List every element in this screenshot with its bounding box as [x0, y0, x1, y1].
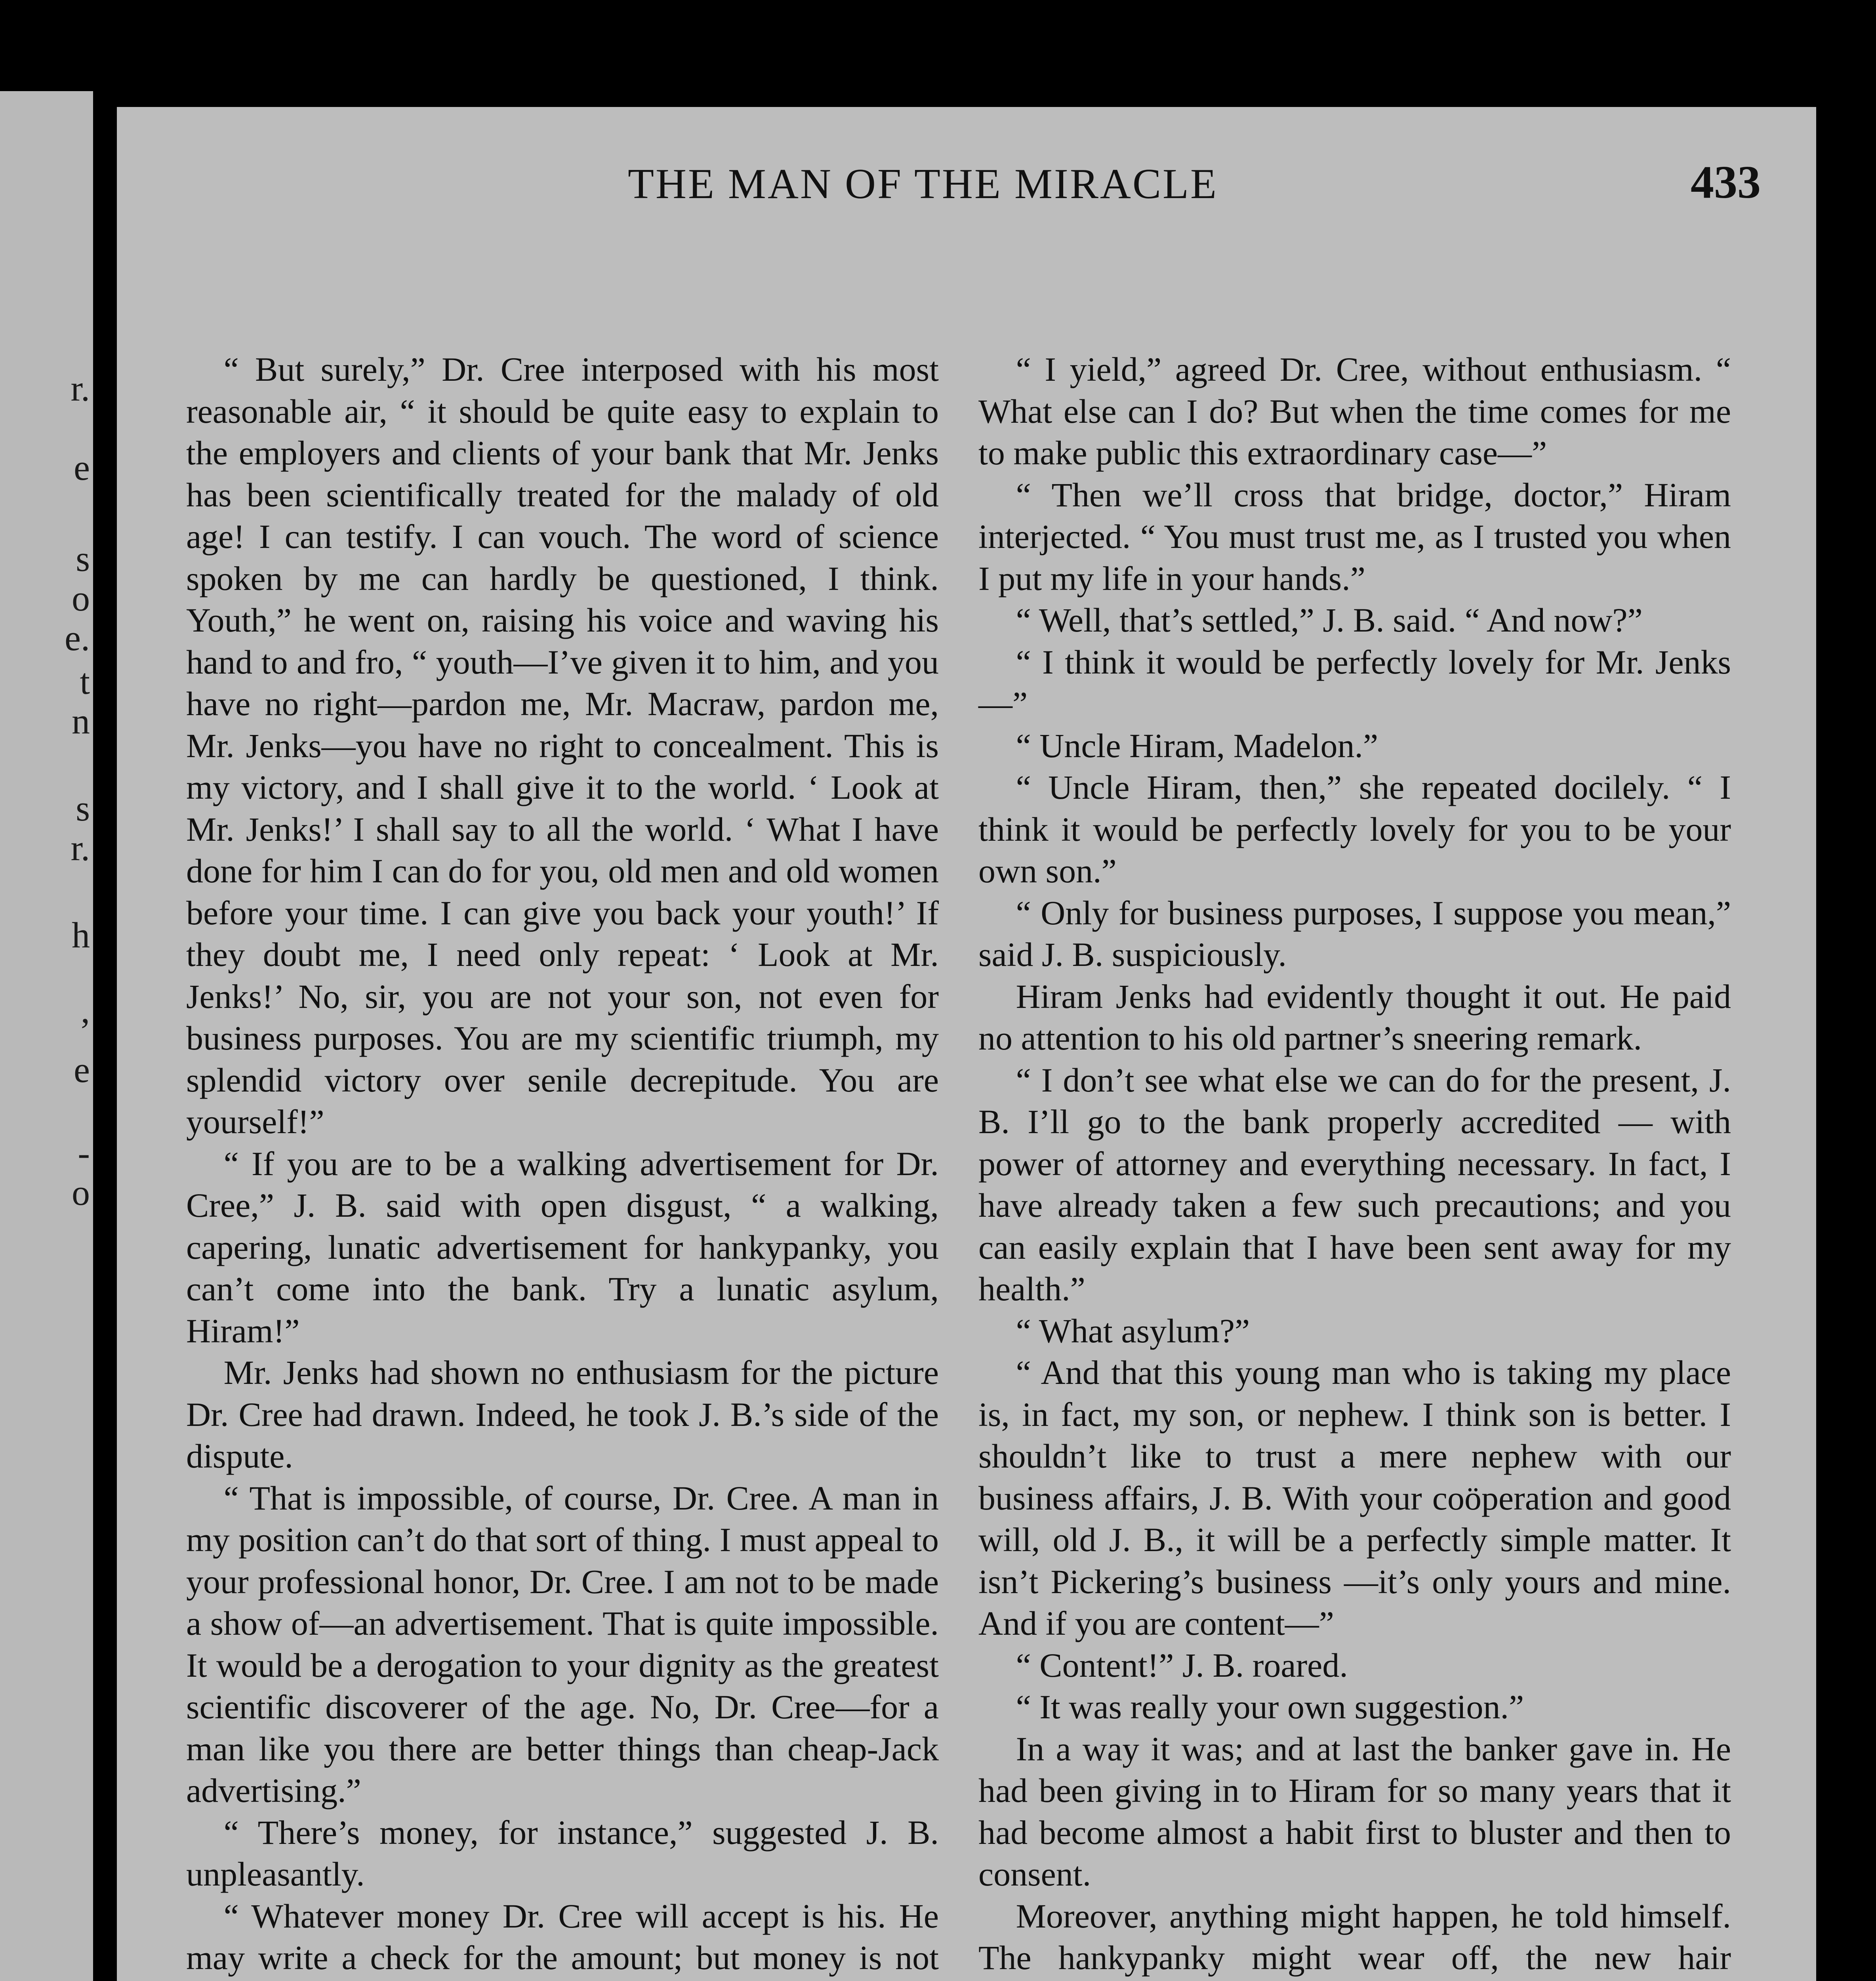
page-number: 433 [1691, 156, 1761, 208]
paragraph: “ Uncle Hiram, then,” she repeated docilely. “ I think it would be perfectly lovely for you to be your own son.” [978, 768, 1731, 890]
left-column [186, 349, 939, 1981]
paragraph: “ It was really your own suggestion.” [1016, 1688, 1524, 1726]
paragraph: “ But surely,” Dr. Cree interposed with his most reasonable air, “ it should be quite easy to explain to the employers and clients of your bank that Mr. Jenks has been scientifically treated for the malady of old age! I can testify. I can vouch. The word of science spoken by me can hardly be questioned, I think. Youth,” he went on, raising his voice and waving his hand to and fro, “ youth—I’ve given it to him, and you have no right—pardon me, Mr. Macraw, pardon me, Mr. Jenks—you have no right to concealment. This is my victory, and I shall give it to the world. ‘ Look at Mr. Jenks!’ I shall say to all the world. ‘ What I have done for him I can do for you, old men and old women before your time. I can give you back your youth!’ If they doubt me, I need only repeat: ‘ Look at Mr. Jenks!’ No, sir, you are not your son, not even for business purposes. You are my scientific triumph, my splendid victory over senile decrepitude. You are yourself!” [186, 350, 939, 1141]
facing-page-fragment: - [78, 1133, 90, 1173]
facing-page-fragment: r. [71, 828, 90, 868]
running-title: THE MAN OF THE MIRACLE [628, 160, 1218, 208]
facing-page-fragment: e [74, 1050, 90, 1090]
paragraph: “ I yield,” agreed Dr. Cree, without enthusiasm. “ What else can I do? But when the time comes for me to make public this extraordinary case—” [978, 350, 1731, 472]
paragraph: “ If you are to be a walking advertisement for Dr. Cree,” J. B. said with open disgust, “ a walking, capering, lunatic advertisement for hankypanky, you can’t come into the bank. Try a lunatic asylum, Hiram!” [186, 1144, 939, 1350]
paragraph: “ Uncle Hiram, Madelon.” [1016, 726, 1378, 765]
facing-page-fragment: o [72, 1172, 90, 1213]
right-column [978, 349, 1731, 1981]
paragraph: Moreover, anything might happen, he told himself. The hankypanky might wear off, the new hair [978, 1897, 1731, 1977]
paragraph: Mr. Jenks had shown no enthusiasm for the picture Dr. Cree had drawn. Indeed, he took J. B.’s side of the dispute. [186, 1353, 939, 1475]
paragraph: Hiram Jenks had evidently thought it out. He paid no attention to his old partner’s sneering remark. [978, 977, 1731, 1057]
facing-page-fragment: , [81, 990, 90, 1031]
facing-page-fragment: s [76, 538, 90, 579]
paragraph: “ I don’t see what else we can do for the present, J. B. I’ll go to the bank properly accredited — with power of attorney and everything necessary. In fact, I have already taken a few such precautions; and you can easily explain that I have been sent away for my health.” [978, 1061, 1731, 1308]
facing-page-fragment: s [76, 788, 90, 828]
facing-page-fragment: r. [71, 368, 90, 408]
facing-page-fragment: t [80, 661, 90, 702]
facing-page-edge [0, 91, 93, 1981]
facing-page-fragment: o [72, 578, 90, 618]
paragraph: “ I think it would be perfectly lovely for Mr. Jenks—” [978, 643, 1731, 723]
paragraph: “ What asylum?” [1016, 1311, 1250, 1350]
paragraph: “ That is impossible, of course, Dr. Cree. A man in my position can’t do that sort of thing. I must appeal to your professional honor, Dr. Cree. I am not to be made a show of—an advertisement. That is quite impossible. It would be a derogation to your dignity as the greatest scientific discoverer of the age. No, Dr. Cree—for a man like you there are better things than cheap-Jack advertising.” [186, 1479, 939, 1809]
paragraph: In a way it was; and at last the banker gave in. He had been giving in to Hiram for so many years that it had become almost a habit first to bluster and then to consent. [978, 1729, 1731, 1893]
facing-page-fragment: e. [65, 618, 90, 658]
facing-page-fragment: h [72, 915, 90, 955]
paragraph: “ There’s money, for instance,” suggested J. B. unpleasantly. [186, 1813, 939, 1893]
paragraph: “ Whatever money Dr. Cree will accept is his. He may write a check for the amount; but money is not [186, 1897, 939, 1977]
paragraph: “ Then we’ll cross that bridge, doctor,” Hiram interjected. “ You must trust me, as I trusted you when I put my life in your hands.” [978, 475, 1731, 597]
paragraph: “ Only for business purposes, I suppose you mean,” said J. B. suspiciously. [978, 893, 1731, 973]
running-head [117, 156, 1816, 220]
facing-page-fragment: e [74, 447, 90, 488]
paragraph: “ Content!” J. B. roared. [1016, 1646, 1348, 1684]
paragraph: “ Well, that’s settled,” J. B. said. “ And now?” [1016, 601, 1643, 639]
facing-page-fragment: n [72, 701, 90, 741]
paragraph: “ And that this young man who is taking my place is, in fact, my son, or nephew. I think son is better. I shouldn’t like to trust a mere nephew with our business affairs, J. B. With your coöperation and good will, old J. B., it will be a perfectly simple matter. It isn’t Pickering’s business —it’s only yours and mine. And if you are content—” [978, 1353, 1731, 1642]
